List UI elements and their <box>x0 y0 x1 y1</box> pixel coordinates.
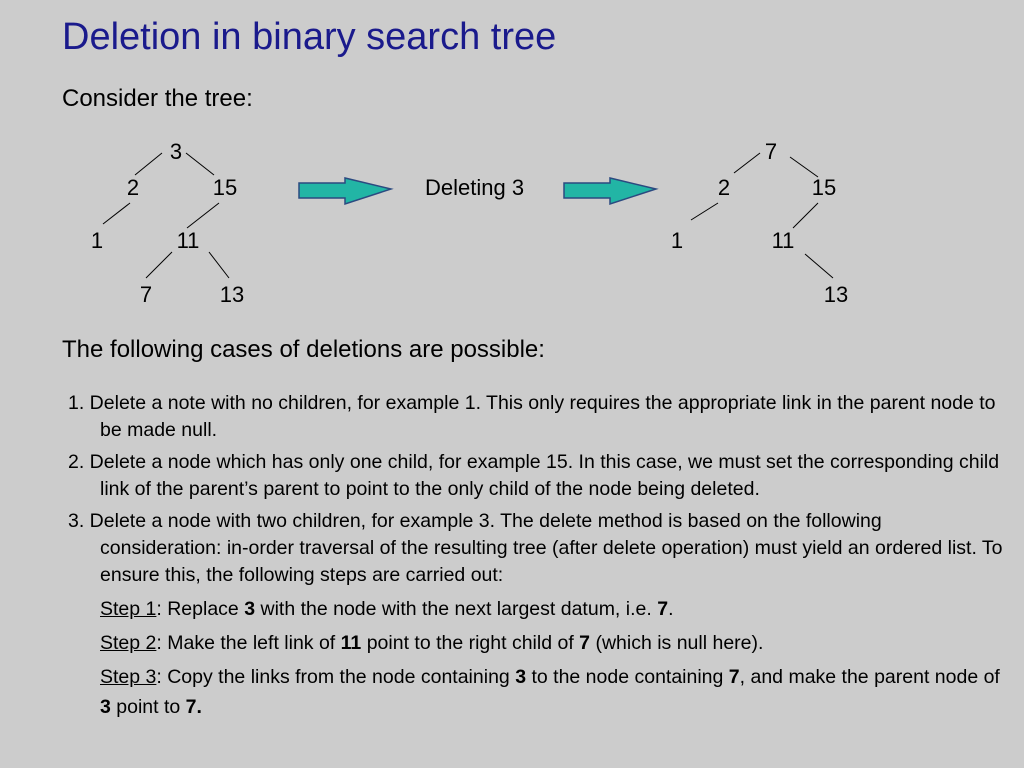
tree-before-node: 2 <box>126 175 140 200</box>
step-text: : Make the left link of <box>156 632 341 654</box>
step-item <box>100 628 1003 658</box>
step-bold: 7. <box>185 696 202 718</box>
cases-heading: The following cases of deletions are possible: <box>62 336 545 363</box>
tree-after-node: 7 <box>764 139 778 164</box>
edge-11-13 <box>805 254 833 278</box>
step-label: Step 3 <box>100 666 157 688</box>
tree-before-edges <box>103 153 229 278</box>
edge-3-15 <box>186 153 214 175</box>
step-bold: 3 <box>244 598 256 620</box>
intro-text: Consider the tree: <box>62 85 253 112</box>
tree-after-node: 1 <box>670 228 684 253</box>
tree-after-node: 11 <box>771 228 795 253</box>
tree-before-node: 7 <box>139 282 153 307</box>
step-text: point to <box>110 696 186 718</box>
step-text: (which is null here). <box>590 632 764 654</box>
edge-15-11 <box>187 203 219 228</box>
tree-before-node: 1 <box>90 228 104 253</box>
deleting-caption: Deleting 3 <box>425 175 525 200</box>
step-bold: 3 <box>100 696 111 718</box>
step-text: point to the right child of <box>361 632 580 654</box>
step-text: : Copy the links from the node containing <box>156 666 516 688</box>
edge-2-1 <box>103 203 130 224</box>
step-text: with the node with the next largest datum, i.e. <box>255 598 658 620</box>
edge-15-11 <box>793 203 818 228</box>
step-label: Step 2 <box>100 632 157 654</box>
cases-list <box>68 390 1003 726</box>
edge-11-13 <box>209 252 229 278</box>
edge-2-1 <box>691 203 718 220</box>
edge-3-2 <box>135 153 162 175</box>
edge-11-7 <box>146 252 172 278</box>
case-item: 2. Delete a node which has only one child, for example 15. In this case, we must set the corresponding child link of the parent’s parent to point to the only child of the node being deleted. <box>68 451 1000 500</box>
step-bold: 7 <box>579 632 591 654</box>
arrow-right-icon <box>299 178 391 204</box>
case-item: 1. Delete a note with no children, for example 1. This only requires the appropriate link in the parent node to be made null. <box>68 392 996 441</box>
step-item <box>100 662 1003 722</box>
step-label: Step 1 <box>100 598 157 620</box>
page-title: Deletion in binary search tree <box>62 16 557 58</box>
step-bold: 11 <box>340 632 362 654</box>
edge-7-2 <box>734 153 760 173</box>
tree-before-node: 15 <box>212 175 238 200</box>
edge-7-15 <box>790 157 818 177</box>
step-text: . <box>668 598 674 620</box>
tree-after-node: 13 <box>823 282 849 307</box>
step-bold: 7 <box>728 666 740 688</box>
tree-after-node: 2 <box>717 175 731 200</box>
case-item: 3. Delete a node with two children, for example 3. The delete method is based on the following consideration: in-order traversal of the resulting tree (after delete operation) must yield an ordered list. To ensure this, the following steps are carried out: <box>68 510 1003 586</box>
arrow-right-icon <box>564 178 656 204</box>
step-text: to the node containing <box>526 666 729 688</box>
step-bold: 7 <box>657 598 669 620</box>
tree-before-node: 3 <box>169 139 183 164</box>
step-text: , and make the parent node of <box>739 666 1000 688</box>
tree-after-node: 15 <box>811 175 837 200</box>
tree-before-node: 11 <box>176 228 200 253</box>
tree-before-node: 13 <box>219 282 245 307</box>
tree-after-edges <box>691 153 833 278</box>
step-bold: 3 <box>515 666 527 688</box>
step-text: : Replace <box>156 598 245 620</box>
step-item <box>100 594 1003 624</box>
